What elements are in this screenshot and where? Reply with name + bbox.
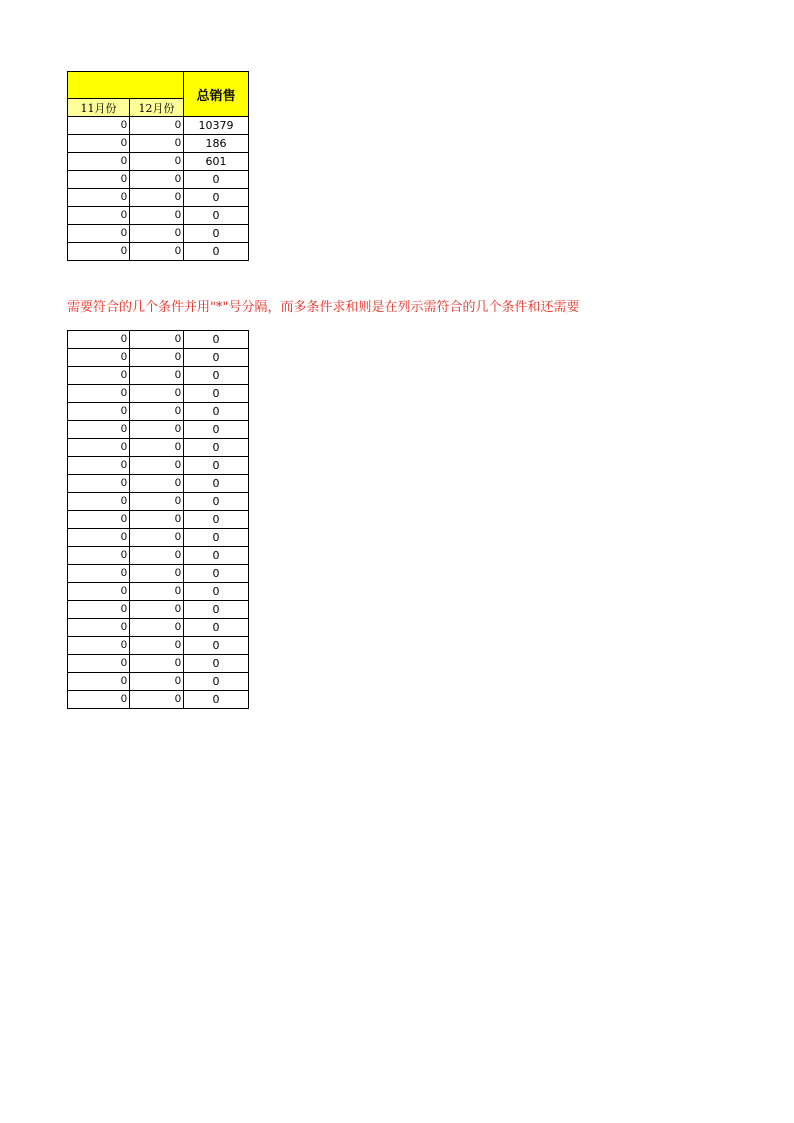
cell-month-11[interactable]: 0 [68, 529, 130, 547]
cell-month-12[interactable]: 0 [130, 619, 184, 637]
cell-month-12[interactable]: 0 [130, 493, 184, 511]
cell-month-12[interactable]: 0 [130, 691, 184, 709]
table-row [68, 511, 249, 529]
cell-month-12[interactable]: 0 [130, 153, 184, 171]
cell-month-12[interactable]: 0 [130, 349, 184, 367]
cell-total-sales[interactable]: 0 [184, 475, 249, 493]
cell-month-12[interactable]: 0 [130, 225, 184, 243]
table-row [68, 655, 249, 673]
cell-month-11[interactable]: 0 [68, 189, 130, 207]
cell-month-11[interactable]: 0 [68, 331, 130, 349]
cell-month-11[interactable]: 0 [68, 673, 130, 691]
cell-total-sales[interactable]: 0 [184, 367, 249, 385]
cell-month-11[interactable]: 0 [68, 655, 130, 673]
cell-total-sales[interactable]: 0 [184, 493, 249, 511]
cell-month-11[interactable]: 0 [68, 511, 130, 529]
table-row [68, 243, 249, 261]
month-11-header[interactable]: 11月份 [68, 99, 130, 117]
cell-total-sales[interactable]: 0 [184, 457, 249, 475]
table-row [68, 135, 249, 153]
cell-month-12[interactable]: 0 [130, 547, 184, 565]
cell-total-sales[interactable]: 0 [184, 403, 249, 421]
cell-month-12[interactable]: 0 [130, 565, 184, 583]
sales-table-bottom [67, 330, 249, 709]
cell-month-11[interactable]: 0 [68, 367, 130, 385]
cell-month-11[interactable]: 0 [68, 207, 130, 225]
table-row [68, 403, 249, 421]
cell-month-12[interactable]: 0 [130, 475, 184, 493]
cell-month-12[interactable]: 0 [130, 135, 184, 153]
cell-total-sales[interactable]: 0 [184, 529, 249, 547]
table-row [68, 619, 249, 637]
cell-month-11[interactable]: 0 [68, 475, 130, 493]
cell-month-12[interactable]: 0 [130, 421, 184, 439]
cell-total-sales[interactable]: 0 [184, 171, 249, 189]
cell-month-12[interactable]: 0 [130, 655, 184, 673]
table-row [68, 421, 249, 439]
cell-month-12[interactable]: 0 [130, 529, 184, 547]
instruction-note: 需要符合的几个条件并用"*"号分隔，而多条件求和则是在列示需符合的几个条件和还需要 [67, 300, 580, 315]
cell-month-12[interactable]: 0 [130, 403, 184, 421]
cell-total-sales[interactable]: 0 [184, 439, 249, 457]
table-row [68, 171, 249, 189]
sales-table-top [67, 71, 249, 261]
cell-total-sales[interactable]: 0 [184, 511, 249, 529]
table-row [68, 691, 249, 709]
table-row [68, 637, 249, 655]
table-row [68, 565, 249, 583]
cell-month-11[interactable]: 0 [68, 117, 130, 135]
cell-month-12[interactable]: 0 [130, 243, 184, 261]
cell-total-sales[interactable]: 0 [184, 691, 249, 709]
cell-month-12[interactable]: 0 [130, 673, 184, 691]
cell-month-11[interactable]: 0 [68, 637, 130, 655]
cell-month-11[interactable]: 0 [68, 583, 130, 601]
table-row [68, 153, 249, 171]
cell-total-sales[interactable]: 0 [184, 655, 249, 673]
cell-month-12[interactable]: 0 [130, 207, 184, 225]
cell-month-12[interactable]: 0 [130, 331, 184, 349]
cell-month-11[interactable]: 0 [68, 153, 130, 171]
cell-month-11[interactable]: 0 [68, 691, 130, 709]
cell-total-sales[interactable]: 0 [184, 601, 249, 619]
cell-month-12[interactable]: 0 [130, 583, 184, 601]
table-row [68, 207, 249, 225]
table-row [68, 225, 249, 243]
cell-month-11[interactable]: 0 [68, 547, 130, 565]
cell-total-sales[interactable]: 186 [184, 135, 249, 153]
month-12-header[interactable]: 12月份 [130, 99, 184, 117]
table-row [68, 331, 249, 349]
cell-total-sales[interactable]: 10379 [184, 117, 249, 135]
cell-total-sales[interactable]: 0 [184, 583, 249, 601]
cell-month-11[interactable]: 0 [68, 601, 130, 619]
table-row [68, 673, 249, 691]
table-row [68, 385, 249, 403]
cell-month-12[interactable]: 0 [130, 385, 184, 403]
table-row [68, 493, 249, 511]
table-body [68, 117, 249, 261]
cell-total-sales[interactable]: 0 [184, 637, 249, 655]
cell-month-11[interactable]: 0 [68, 225, 130, 243]
table-body [68, 331, 249, 709]
cell-month-12[interactable]: 0 [130, 637, 184, 655]
cell-total-sales[interactable]: 0 [184, 349, 249, 367]
table-row [68, 601, 249, 619]
cell-month-11[interactable]: 0 [68, 243, 130, 261]
cell-total-sales[interactable]: 0 [184, 385, 249, 403]
cell-month-11[interactable]: 0 [68, 457, 130, 475]
cell-month-11[interactable]: 0 [68, 385, 130, 403]
table-row [68, 439, 249, 457]
header-blank-cell[interactable] [68, 72, 184, 99]
cell-total-sales[interactable]: 0 [184, 331, 249, 349]
cell-total-sales[interactable]: 0 [184, 565, 249, 583]
table-row [68, 367, 249, 385]
table-row [68, 117, 249, 135]
cell-month-11[interactable]: 0 [68, 493, 130, 511]
cell-month-11[interactable]: 0 [68, 619, 130, 637]
cell-month-11[interactable]: 0 [68, 565, 130, 583]
cell-month-12[interactable]: 0 [130, 457, 184, 475]
table-row [68, 349, 249, 367]
table-row [68, 475, 249, 493]
cell-month-11[interactable]: 0 [68, 349, 130, 367]
cell-month-12[interactable]: 0 [130, 171, 184, 189]
cell-month-11[interactable]: 0 [68, 439, 130, 457]
table-row [68, 529, 249, 547]
cell-total-sales[interactable]: 0 [184, 243, 249, 261]
cell-total-sales[interactable]: 0 [184, 225, 249, 243]
cell-total-sales[interactable]: 0 [184, 421, 249, 439]
cell-total-sales[interactable]: 601 [184, 153, 249, 171]
total-sales-header[interactable]: 总销售 [184, 72, 249, 117]
cell-total-sales[interactable]: 0 [184, 189, 249, 207]
cell-total-sales[interactable]: 0 [184, 673, 249, 691]
table-row [68, 547, 249, 565]
cell-total-sales[interactable]: 0 [184, 547, 249, 565]
cell-month-11[interactable]: 0 [68, 171, 130, 189]
cell-month-11[interactable]: 0 [68, 421, 130, 439]
cell-month-12[interactable]: 0 [130, 367, 184, 385]
header-row [68, 72, 249, 99]
cell-month-12[interactable]: 0 [130, 601, 184, 619]
cell-month-12[interactable]: 0 [130, 439, 184, 457]
table-row [68, 583, 249, 601]
cell-total-sales[interactable]: 0 [184, 619, 249, 637]
table-row [68, 457, 249, 475]
cell-month-11[interactable]: 0 [68, 403, 130, 421]
cell-month-12[interactable]: 0 [130, 189, 184, 207]
cell-total-sales[interactable]: 0 [184, 207, 249, 225]
cell-month-11[interactable]: 0 [68, 135, 130, 153]
table-row [68, 189, 249, 207]
cell-month-12[interactable]: 0 [130, 511, 184, 529]
cell-month-12[interactable]: 0 [130, 117, 184, 135]
